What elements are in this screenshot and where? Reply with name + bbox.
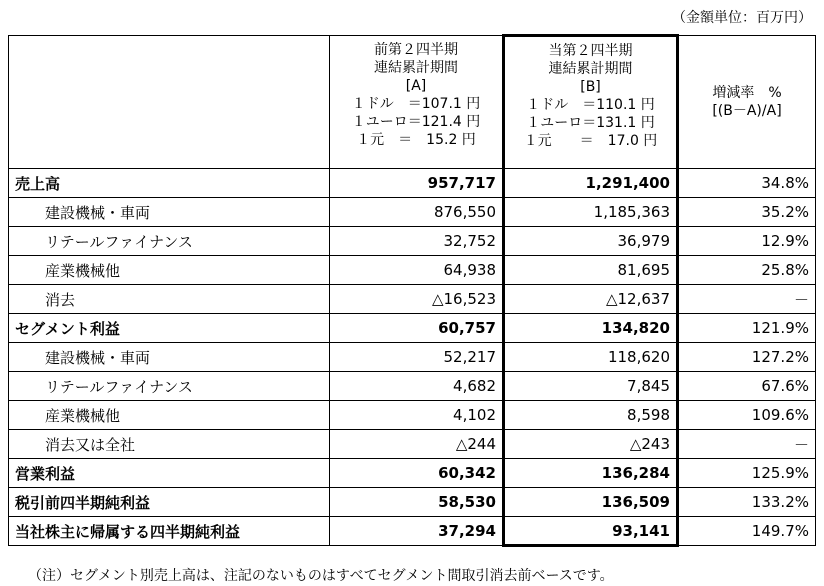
value-a: 60,757 — [330, 314, 504, 343]
row-label: 産業機械他 — [9, 401, 330, 430]
table-row — [9, 256, 816, 285]
row-label: セグメント利益 — [9, 314, 330, 343]
value-b: 1,185,363 — [504, 198, 678, 227]
row-label: 産業機械他 — [9, 256, 330, 285]
table-row — [9, 459, 816, 488]
row-label: 建設機械・車両 — [9, 198, 330, 227]
table-row — [9, 227, 816, 256]
table-row — [9, 285, 816, 314]
change-rate: 35.2% — [678, 198, 816, 227]
row-label: 売上高 — [9, 169, 330, 198]
table-row — [9, 430, 816, 459]
value-b: △243 — [504, 430, 678, 459]
table-row — [9, 198, 816, 227]
change-rate: 133.2% — [678, 488, 816, 517]
change-rate: 127.2% — [678, 343, 816, 372]
header-prev-period: 前第２四半期 連結累計期間 [A] １ドル ＝107.1 円 １ユーロ＝121.4 円 １元 ＝ 15.2 円 — [330, 36, 504, 169]
value-b: 8,598 — [504, 401, 678, 430]
value-a: 32,752 — [330, 227, 504, 256]
value-a: 4,682 — [330, 372, 504, 401]
table-row — [9, 517, 816, 546]
value-a: 4,102 — [330, 401, 504, 430]
header-label-cell — [9, 36, 330, 169]
value-a: 64,938 — [330, 256, 504, 285]
change-rate: 25.8% — [678, 256, 816, 285]
row-label: 税引前四半期純利益 — [9, 488, 330, 517]
value-b: 1,291,400 — [504, 169, 678, 198]
value-b: 118,620 — [504, 343, 678, 372]
value-b: 81,695 — [504, 256, 678, 285]
value-b: 7,845 — [504, 372, 678, 401]
value-b: 136,284 — [504, 459, 678, 488]
footnote: （注）セグメント別売上高は、注記のないものはすべてセグメント間取引消去前ベースです。 — [28, 568, 614, 584]
row-label: 当社株主に帰属する四半期純利益 — [9, 517, 330, 546]
change-rate: 125.9% — [678, 459, 816, 488]
table-row — [9, 343, 816, 372]
value-a: △16,523 — [330, 285, 504, 314]
value-a: 876,550 — [330, 198, 504, 227]
value-a: △244 — [330, 430, 504, 459]
change-rate: 12.9% — [678, 227, 816, 256]
row-label: リテールファイナンス — [9, 372, 330, 401]
table-row — [9, 314, 816, 343]
table-row — [9, 488, 816, 517]
header-curr-period: 当第２四半期 連結累計期間 [B] １ドル ＝110.1 円 １ユーロ＝131.1 円 １元 ＝ 17.0 円 — [504, 36, 678, 169]
results-table — [8, 34, 816, 547]
change-rate: 34.8% — [678, 169, 816, 198]
change-rate: 121.9% — [678, 314, 816, 343]
value-b: 36,979 — [504, 227, 678, 256]
row-label: 営業利益 — [9, 459, 330, 488]
row-label: 建設機械・車両 — [9, 343, 330, 372]
value-a: 957,717 — [330, 169, 504, 198]
change-rate: 67.6% — [678, 372, 816, 401]
unit-note: （金額単位：百万円） — [672, 10, 812, 26]
value-a: 37,294 — [330, 517, 504, 546]
value-a: 58,530 — [330, 488, 504, 517]
header-row — [9, 36, 816, 169]
change-rate: － — [678, 285, 816, 314]
table-row — [9, 372, 816, 401]
table-row — [9, 169, 816, 198]
row-label: 消去 — [9, 285, 330, 314]
table-row — [9, 401, 816, 430]
value-b: 134,820 — [504, 314, 678, 343]
value-b: 93,141 — [504, 517, 678, 546]
change-rate: 109.6% — [678, 401, 816, 430]
value-a: 60,342 — [330, 459, 504, 488]
change-rate: － — [678, 430, 816, 459]
row-label: 消去又は全社 — [9, 430, 330, 459]
header-change-rate: 増減率 % [(B－A)/A] — [678, 36, 816, 169]
value-a: 52,217 — [330, 343, 504, 372]
value-b: 136,509 — [504, 488, 678, 517]
row-label: リテールファイナンス — [9, 227, 330, 256]
change-rate: 149.7% — [678, 517, 816, 546]
value-b: △12,637 — [504, 285, 678, 314]
